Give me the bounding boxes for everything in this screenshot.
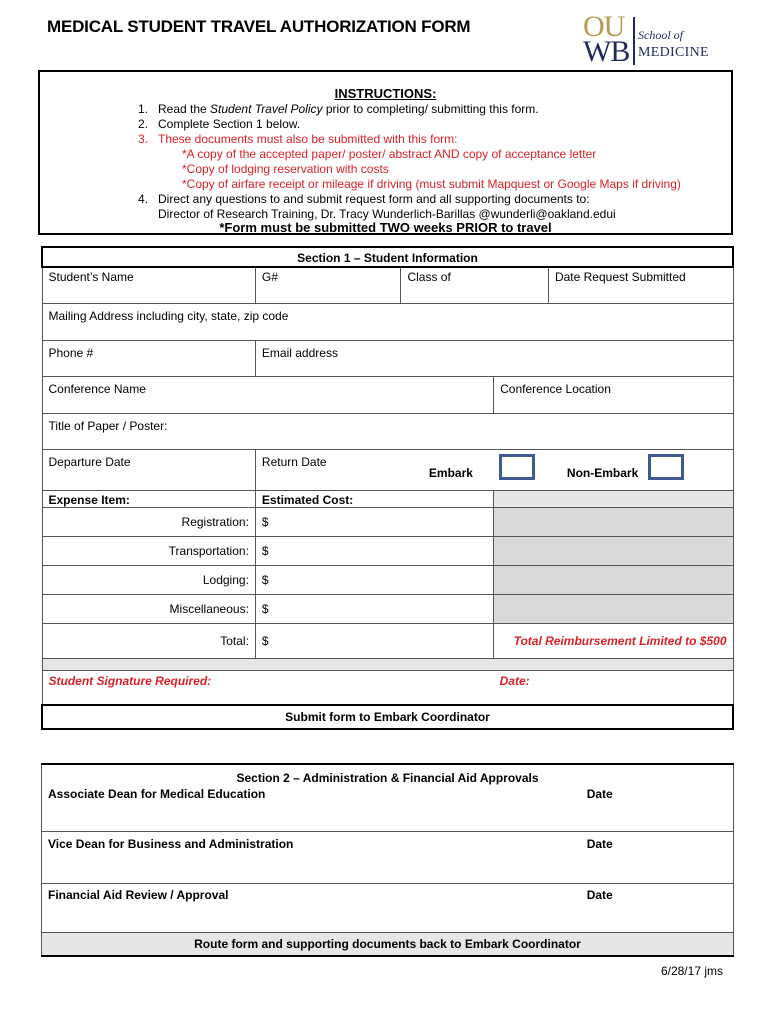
submit-to-coordinator-note: Submit form to Embark Coordinator: [42, 705, 733, 729]
student-signature-field[interactable]: [42, 670, 494, 705]
instruction-3-sub-2: *Copy of lodging reservation with costs: [182, 162, 389, 176]
conference-name-field[interactable]: [42, 376, 494, 413]
g-number-field[interactable]: [255, 267, 401, 303]
conference-location-label: Conference Location: [500, 381, 611, 396]
financial-aid-date-field[interactable]: [581, 883, 734, 932]
instruction-1: [138, 102, 681, 117]
lodging-dollar: $: [261, 572, 269, 587]
registration-label: Registration:: [42, 507, 255, 536]
instruction-1-post: prior to completing/ submitting this form.: [322, 102, 539, 116]
return-date-label: Return Date: [261, 454, 327, 469]
class-of-label: Class of: [407, 270, 451, 284]
instruction-3-sub-1: *A copy of the accepted paper/ poster/ abstract AND copy of acceptance letter: [182, 147, 597, 161]
logo-medicine: MEDICINE: [638, 45, 709, 60]
students-name-label: Student’s Name: [48, 270, 134, 284]
instruction-3-number: 3.: [138, 132, 149, 146]
reimbursement-limit-note: Total Reimbursement Limited to $500: [494, 623, 733, 658]
instruction-4-contact: Director of Research Training, Dr. Tracy Wunderlich-Barillas @wunderli@oakland.edui: [158, 207, 616, 221]
miscellaneous-cost-input[interactable]: [255, 594, 493, 623]
registration-gray-cell: [494, 507, 733, 536]
header-filler: [494, 490, 733, 507]
logo-school-of: School of: [638, 28, 683, 42]
signature-required-label: Student Signature Required:: [48, 673, 212, 688]
instruction-1-pre: Read the: [158, 102, 211, 116]
date-request-label: Date Request Submitted: [554, 270, 686, 284]
instruction-1-number: 1.: [138, 102, 149, 116]
financial-aid-date-label: Date: [586, 887, 613, 902]
ouwb-logo: [583, 10, 723, 70]
phone-label: Phone #: [48, 345, 94, 360]
financial-aid-signature-field[interactable]: [42, 883, 581, 932]
total-label: Total:: [42, 623, 255, 658]
registration-dollar: $: [261, 514, 269, 529]
route-form-note: Route form and supporting documents back to Embark Coordinator: [42, 932, 734, 956]
email-label: Email address: [261, 345, 338, 360]
conference-location-field[interactable]: [494, 376, 733, 413]
mailing-address-label: Mailing Address including city, state, zip code: [48, 308, 289, 323]
instructions-heading: INSTRUCTIONS:: [334, 86, 437, 101]
spacer-row: [42, 658, 733, 670]
phone-field[interactable]: [42, 340, 255, 376]
miscellaneous-dollar: $: [261, 601, 269, 616]
signature-date-field[interactable]: [494, 670, 733, 705]
section-2-heading: Section 2 – Administration & Financial Aid Approvals: [42, 764, 734, 785]
instruction-3-text: These documents must also be submitted with this form:: [158, 132, 458, 146]
g-number-label: G#: [261, 270, 278, 284]
lodging-label: Lodging:: [42, 565, 255, 594]
lodging-cost-input[interactable]: [255, 565, 493, 594]
vice-dean-signature-field[interactable]: [42, 831, 581, 883]
associate-dean-date-field[interactable]: [581, 785, 734, 831]
non-embark-label: Non-Embark: [566, 465, 639, 480]
associate-dean-date-label: Date: [586, 787, 613, 801]
submission-deadline-warning: *Form must be submitted TWO weeks PRIOR to travel: [219, 220, 552, 235]
class-of-field[interactable]: [401, 267, 549, 303]
registration-cost-input[interactable]: [255, 507, 493, 536]
logo-ou: OU: [583, 10, 625, 43]
instruction-2-number: 2.: [138, 117, 149, 131]
instruction-3: [138, 132, 681, 147]
associate-dean-signature-field[interactable]: [42, 785, 581, 831]
instruction-4-number: 4.: [138, 192, 149, 206]
embark-checkbox[interactable]: [499, 454, 535, 480]
vice-dean-label: Vice Dean for Business and Administration: [48, 836, 294, 851]
students-name-field[interactable]: [42, 267, 255, 303]
estimated-cost-header: Estimated Cost:: [255, 490, 493, 507]
instructions-list: [138, 102, 681, 222]
section-1-heading: Section 1 – Student Information: [42, 247, 733, 267]
instruction-3-sub-3: *Copy of airfare receipt or mileage if driving (must submit Mapquest or Google Maps if driving): [182, 177, 681, 191]
date-request-field[interactable]: [548, 267, 733, 303]
paper-title-field[interactable]: [42, 413, 733, 449]
travel-policy-link: Student Travel Policy: [210, 102, 323, 116]
transportation-gray-cell: [494, 536, 733, 565]
departure-date-label: Departure Date: [48, 454, 131, 469]
transportation-label: Transportation:: [42, 536, 255, 565]
instruction-2-text: Complete Section 1 below.: [158, 117, 301, 131]
miscellaneous-gray-cell: [494, 594, 733, 623]
section-2-table: [41, 763, 734, 957]
vice-dean-date-field[interactable]: [581, 831, 734, 883]
expense-item-header: Expense Item:: [42, 490, 255, 507]
logo-wb: WB: [583, 35, 630, 68]
transportation-dollar: $: [261, 543, 269, 558]
total-cost-input[interactable]: [255, 623, 493, 658]
lodging-gray-cell: [494, 565, 733, 594]
miscellaneous-label: Miscellaneous:: [42, 594, 255, 623]
section-1-table: [41, 246, 734, 730]
paper-title-label: Title of Paper / Poster:: [48, 418, 168, 433]
non-embark-checkbox[interactable]: [648, 454, 684, 480]
associate-dean-label: Associate Dean for Medical Education: [48, 787, 266, 801]
vice-dean-date-label: Date: [586, 836, 613, 851]
conference-name-label: Conference Name: [48, 381, 146, 396]
instructions-box: [38, 70, 733, 235]
departure-date-field[interactable]: [42, 449, 255, 490]
instruction-4-text: Direct any questions to and submit request form and all supporting documents to:: [158, 192, 590, 206]
embark-label: Embark: [428, 465, 473, 480]
instruction-2: [138, 117, 681, 132]
form-title: MEDICAL STUDENT TRAVEL AUTHORIZATION FORM: [47, 17, 471, 36]
instruction-4: [138, 192, 681, 207]
mailing-address-field[interactable]: [42, 303, 733, 340]
signature-date-label: Date:: [499, 673, 530, 688]
logo-divider: [633, 17, 635, 65]
transportation-cost-input[interactable]: [255, 536, 493, 565]
email-field[interactable]: [255, 340, 733, 376]
revision-footer: 6/28/17 jms: [660, 964, 723, 978]
financial-aid-label: Financial Aid Review / Approval: [48, 887, 229, 902]
total-dollar: $: [261, 633, 269, 648]
return-date-field[interactable]: [255, 449, 733, 490]
